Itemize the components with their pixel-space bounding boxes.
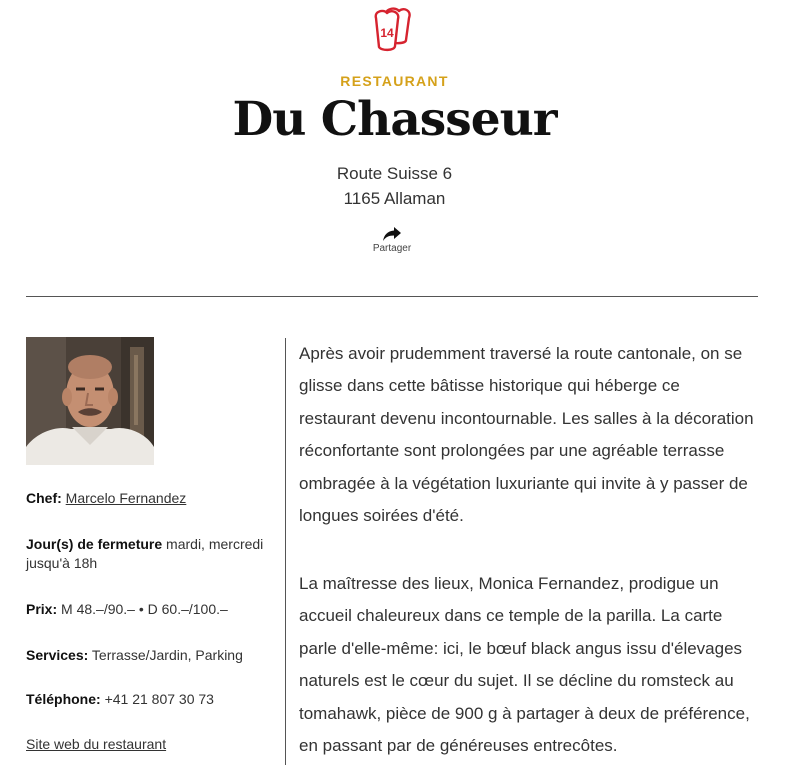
- category-kicker: RESTAURANT: [340, 73, 449, 89]
- services-label: Services:: [26, 647, 89, 663]
- chef-photo: [26, 337, 154, 465]
- phone-label: Téléphone:: [26, 691, 101, 707]
- phone-info: [26, 690, 271, 709]
- toque-icon: [366, 6, 416, 56]
- address-street: Route Suisse 6: [336, 164, 453, 183]
- share-label: Partager: [372, 243, 412, 254]
- price-info: [26, 600, 271, 619]
- header-divider: [26, 296, 758, 297]
- description-paragraph-2: La maîtresse des lieux, Monica Fernandez, prodigue un accueil chaleureux dans ce temple de la parilla. La carte parle d'elle-même: ici, le bœuf black angus issu d'élevages naturels est le cœur du sujet. Il se décline du romsteck au tomahawk, pièce de 900 g à partager à deux de préférence, en passant par de généreuses entrecôtes.: [299, 574, 750, 756]
- services-value: Terrasse/Jardin, Parking: [91, 647, 243, 663]
- chef-info: [26, 489, 271, 508]
- closing-label: Jour(s) de fermeture: [26, 536, 163, 552]
- description-paragraph-1: Après avoir prudemment traversé la route cantonale, on se glisse dans cette bâtisse historique qui héberge ce restaurant devenu incontournable. Les salles à la décoration réconfortante sont prolongées par une agréable terrasse ombragée à la végétation luxuriante qui invite à y passer de longues soirées d'été.: [299, 344, 754, 526]
- svg-text:14: 14: [380, 26, 394, 40]
- share-arrow-icon: [382, 226, 402, 242]
- address-city: 1165 Allaman: [343, 189, 446, 208]
- share-button[interactable]: [352, 226, 432, 254]
- price-label: Prix:: [26, 601, 58, 617]
- gault-millau-toque-logo: [366, 6, 416, 56]
- chef-label: Chef:: [26, 490, 62, 506]
- chef-name-link[interactable]: Marcelo Fernandez: [65, 490, 187, 506]
- website-link[interactable]: Site web du restaurant: [26, 736, 167, 752]
- services-info: [26, 646, 271, 665]
- website-info: [26, 735, 271, 754]
- phone-value: +41 21 807 30 73: [104, 691, 214, 707]
- column-divider: [285, 338, 286, 765]
- closing-days-info: [26, 535, 271, 573]
- price-value: M 48.–/90.– • D 60.–/100.–: [61, 601, 228, 617]
- restaurant-title: Du Chasseur: [232, 92, 557, 147]
- closing-value: mardi, mercredi jusqu'à 18h: [26, 536, 264, 571]
